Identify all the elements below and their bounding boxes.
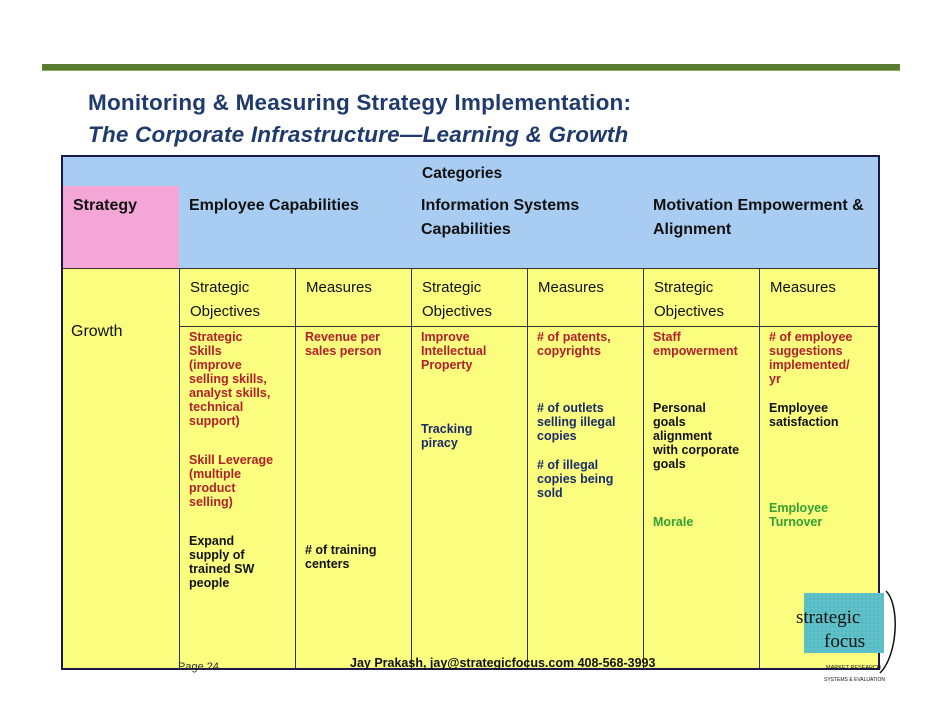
- col-divider: [643, 269, 644, 668]
- header-rule-line: [42, 70, 900, 71]
- c3-objective-morale: Morale: [653, 515, 694, 529]
- growth-row-label: Growth: [71, 323, 123, 340]
- c3-objectives-label: Strategic Objectives: [654, 279, 725, 320]
- categories-label: Categories: [422, 165, 503, 182]
- col-divider: [411, 269, 412, 668]
- c1-objectives-label: Strategic Objectives: [190, 279, 261, 320]
- header-information-systems: Information Systems Capabilities: [411, 186, 643, 269]
- strategic-focus-logo: [788, 585, 896, 713]
- c3-measures-label: Measures: [770, 279, 836, 296]
- c2-measures-label: Measures: [538, 279, 604, 296]
- c2-objective-tracking-piracy: Tracking piracy: [421, 422, 473, 450]
- c3-objective-goals-alignment: Personal goals alignment with corporate goals: [653, 401, 740, 471]
- col-divider: [527, 269, 528, 668]
- slide-subtitle: The Corporate Infrastructure—Learning & Growth: [88, 122, 629, 147]
- subheader-divider: [179, 326, 878, 327]
- c3-measure-turnover: Employee Turnover: [769, 501, 829, 529]
- header-employee-capabilities: Employee Capabilities: [179, 186, 411, 269]
- col-divider: [295, 269, 296, 668]
- header-divider: [63, 268, 878, 269]
- c2-objectives-label: Strategic Objectives: [422, 279, 493, 320]
- footer-contact: Jay Prakash, jay@strategicfocus.com 408-568-3993: [350, 656, 656, 670]
- c2-measure-illegal-copies: # of illegal copies being sold: [537, 458, 614, 500]
- c1-objective-skill-leverage: Skill Leverage (multiple product selling): [189, 453, 274, 509]
- strategy-header: Strategy: [63, 186, 179, 269]
- c1-measure-training-centers: # of training centers: [305, 543, 377, 571]
- slide-title: Monitoring & Measuring Strategy Implementation:: [88, 90, 632, 115]
- c1-measures-label: Measures: [306, 279, 372, 296]
- c1-measure-revenue: Revenue per sales person: [305, 330, 382, 358]
- c1-objective-strategic-skills: Strategic Skills (improve selling skills, analyst skills, technical support): [189, 330, 271, 428]
- logo-tagline-2: SYSTEMS & EVALUATION: [824, 677, 885, 683]
- col-divider: [759, 269, 760, 668]
- col-divider: [179, 269, 180, 668]
- header-rule: [42, 64, 900, 70]
- c3-objective-staff-empowerment: Staff empowerment: [653, 330, 738, 358]
- logo-word-strategic: strategic: [796, 607, 861, 628]
- c2-objective-intellectual-property: Improve Intellectual Property: [421, 330, 487, 372]
- c3-measure-suggestions: # of employee suggestions implemented/ yr: [769, 330, 853, 386]
- c3-measure-satisfaction: Employee satisfaction: [769, 401, 839, 429]
- logo-graphic: [788, 585, 896, 713]
- c2-measure-patents: # of patents, copyrights: [537, 330, 611, 358]
- header-motivation: Motivation Empowerment & Alignment: [643, 186, 878, 269]
- c2-measure-outlets: # of outlets selling illegal copies: [537, 401, 616, 443]
- logo-tagline-1: MARKET RESEARCH: [826, 665, 881, 671]
- c1-objective-expand-supply: Expand supply of trained SW people: [189, 534, 255, 590]
- logo-word-focus: focus: [824, 631, 866, 652]
- page-number: Page 24: [178, 661, 219, 673]
